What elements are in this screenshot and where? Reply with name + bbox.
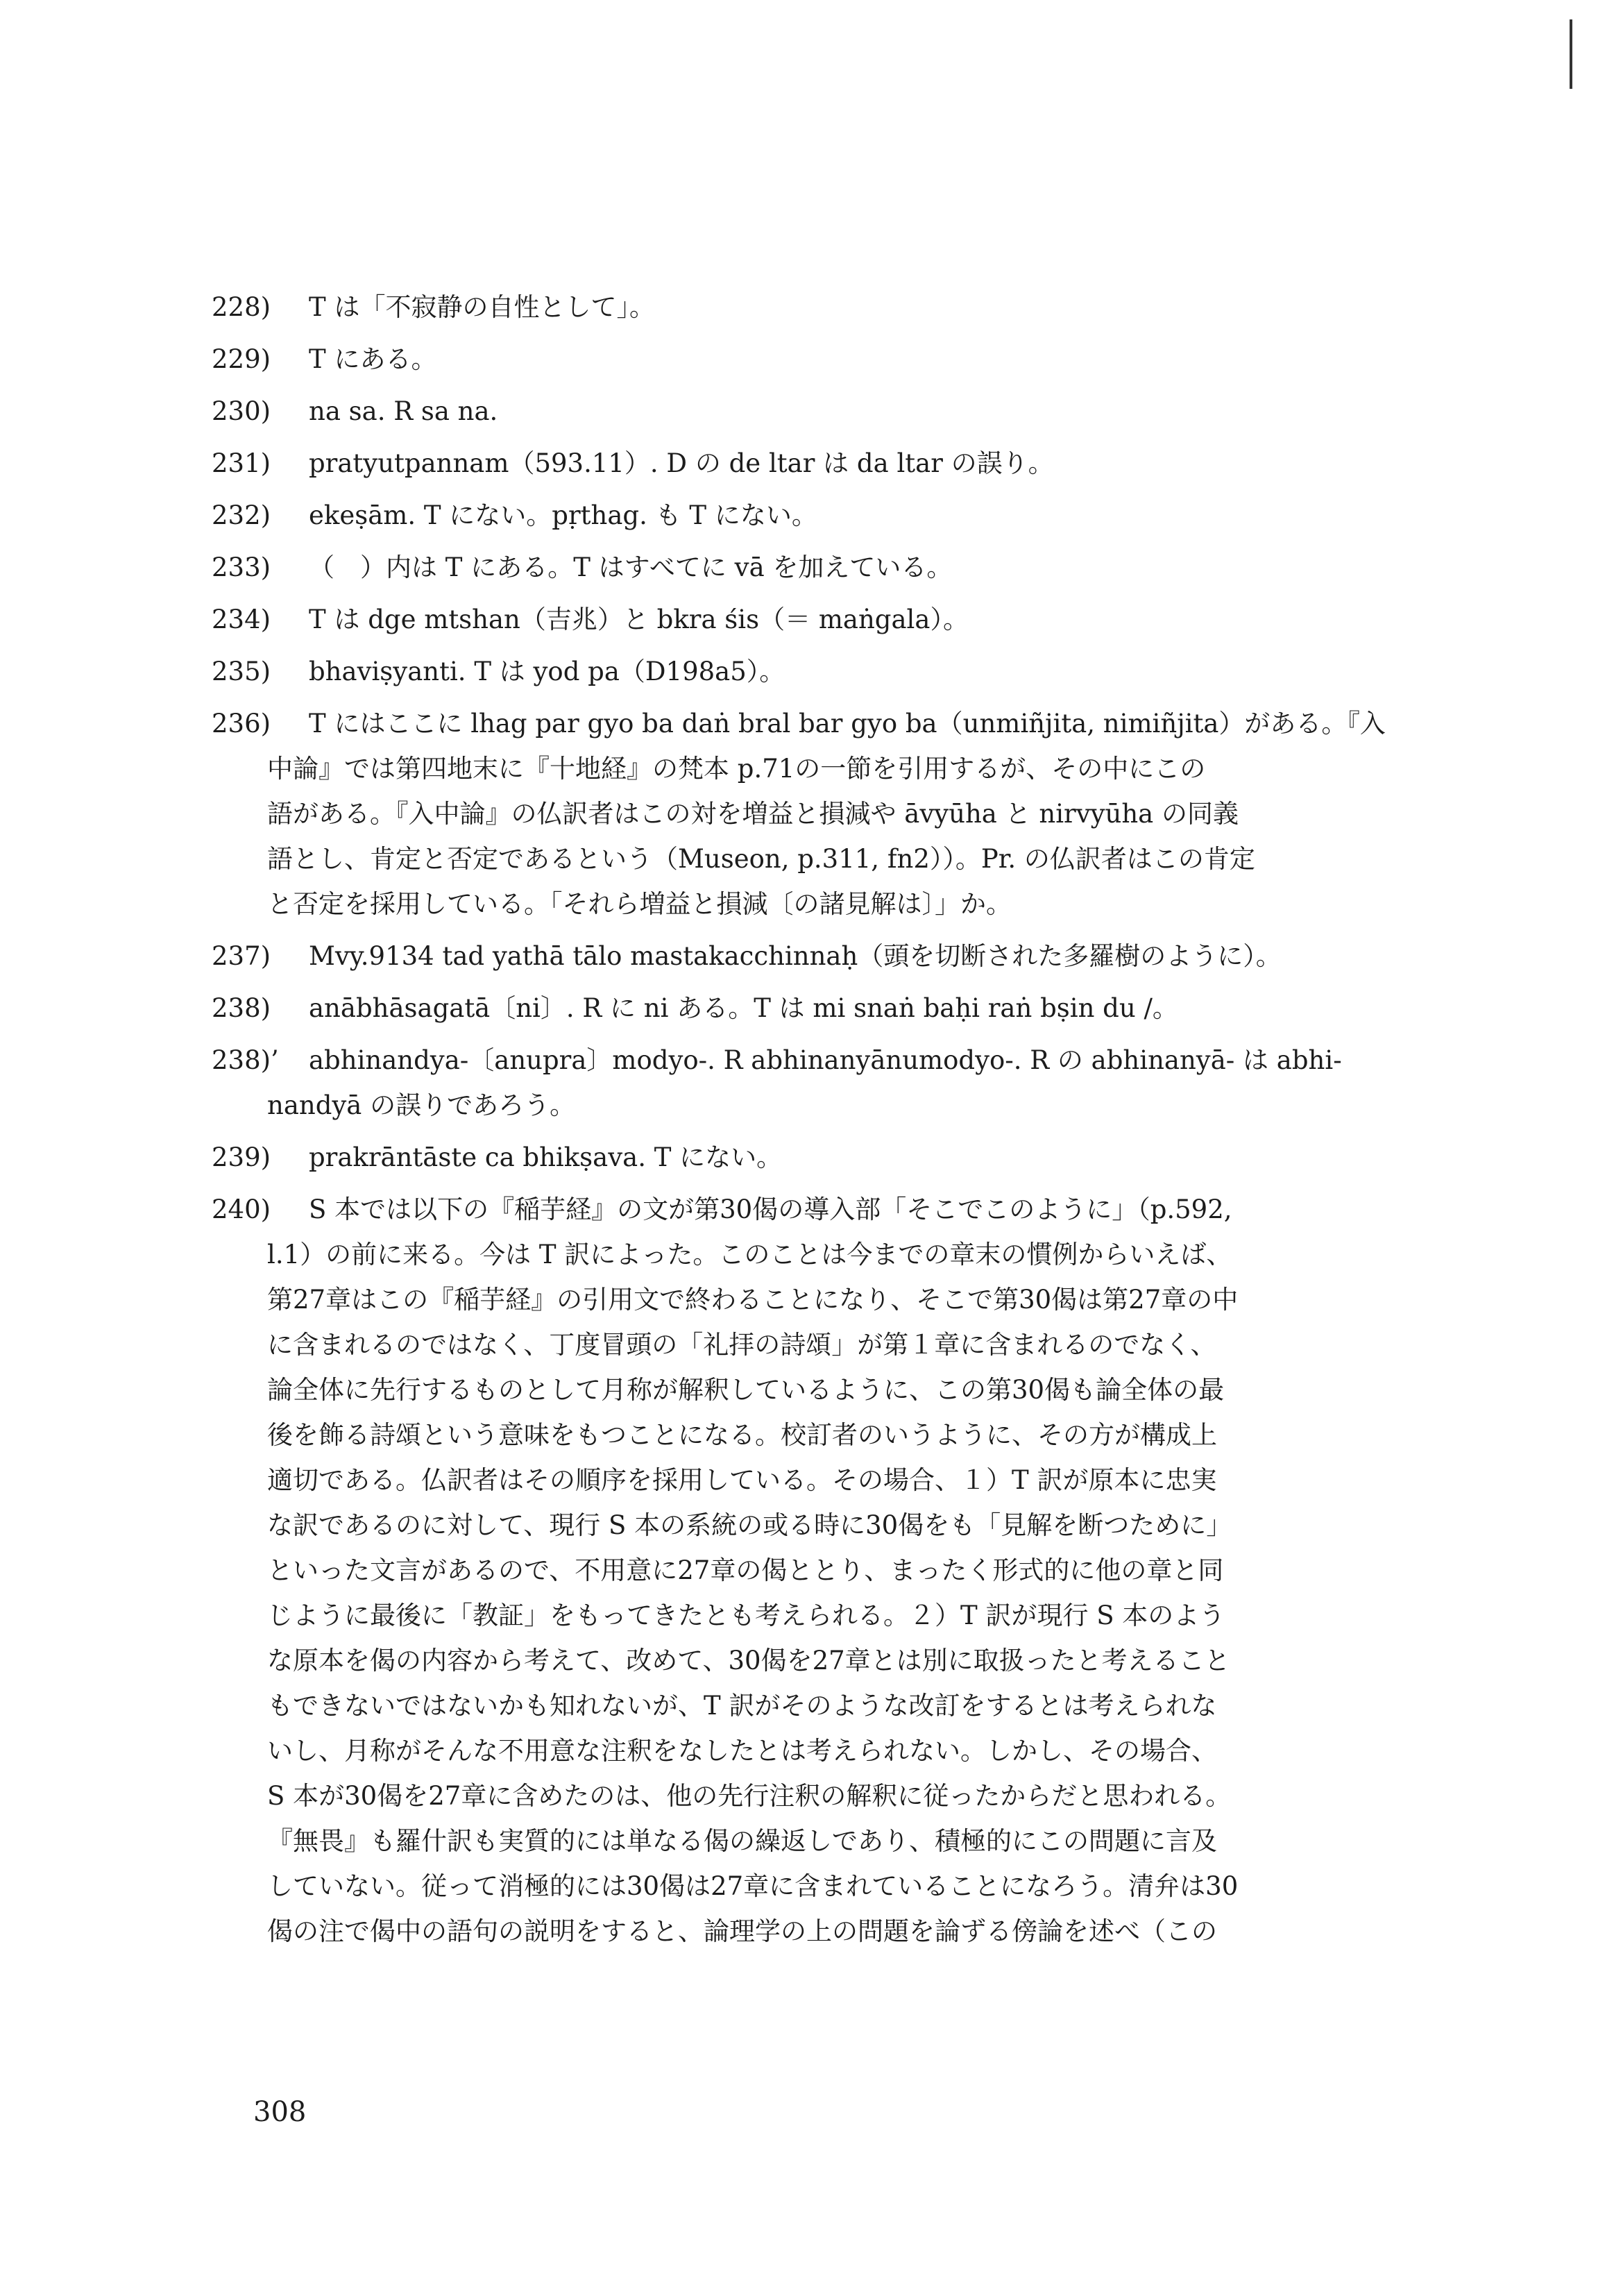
note-line: な原本を偈の内容から考えて、改めて、30偈を27章とは別に取扱ったと考えること	[267, 1646, 1230, 1675]
note-line: 論全体に先行するものとして月称が解釈しているように、この第30偈も論全体の最	[267, 1375, 1225, 1405]
note-228	[212, 285, 1419, 330]
note-line: T にはここに lhag par gyo ba daṅ bral bar gyo ba（unmiñjita, nimiñjita）がある。『入	[309, 709, 1386, 738]
page-number: 308	[253, 2096, 307, 2128]
note-line: と否定を採用している。「それら増益と損減〔の諸見解は〕」か。	[267, 889, 1012, 919]
note-number: 239)	[212, 1142, 271, 1172]
note-238-prime	[212, 1038, 1419, 1128]
note-line: l.1）の前に来る。今は T 訳によった。このことは今までの章末の慣例からいえば、	[267, 1240, 1232, 1269]
note-text	[267, 1187, 1419, 1954]
note-237	[212, 934, 1419, 979]
note-number: 233)	[212, 552, 271, 582]
note-number: 238)	[212, 993, 271, 1023]
note-line: に含まれるのではなく、丁度冒頭の「礼拝の詩頌」が第１章に含まれるのでなく、	[267, 1330, 1216, 1360]
note-number: 234)	[212, 605, 271, 634]
note-line: な訳であるのに対して、現行 S 本の系統の或る時に30偈をも「見解を断つために」	[267, 1510, 1232, 1540]
note-line: 中論』では第四地末に『十地経』の梵本 p.71の一節を引用するが、その中にこの	[267, 754, 1206, 784]
note-number: 229)	[212, 344, 271, 374]
note-text: na sa. R sa na.	[309, 396, 498, 426]
note-number: 236)	[212, 709, 271, 738]
note-number: 235)	[212, 657, 271, 686]
note-238	[212, 986, 1419, 1031]
note-239	[212, 1135, 1419, 1180]
note-line: 後を飾る詩頌という意味をもつことになる。校訂者のいうように、その方が構成上	[267, 1420, 1217, 1450]
note-number: 230)	[212, 396, 271, 426]
note-line: していない。従って消極的には30偈は27章に含まれていることになろう。清弁は30	[267, 1871, 1239, 1901]
note-number: 237)	[212, 941, 271, 971]
note-232	[212, 493, 1419, 538]
note-line: 偈の注で偈中の語句の説明をすると、論理学の上の問題を論ずる傍論を述べ（この	[267, 1916, 1217, 1946]
note-number: 232)	[212, 500, 271, 530]
note-231	[212, 441, 1419, 486]
note-number: 238)’	[212, 1045, 279, 1075]
note-text: anābhāsagatā〔ni〕. R に ni ある。T は mi snaṅ baḥi raṅ bṣin du /。	[309, 993, 1178, 1023]
note-230	[212, 389, 1419, 434]
scan-edge-mark	[1570, 19, 1572, 89]
note-line: 適切である。仏訳者はその順序を採用している。その場合、１）T 訳が原本に忠実	[267, 1465, 1217, 1495]
note-229	[212, 337, 1419, 382]
note-233	[212, 545, 1419, 590]
note-text: pratyutpannam（593.11）. D の de ltar は da ltar の誤り。	[309, 448, 1054, 478]
note-number: 240)	[212, 1195, 271, 1224]
note-line: abhinandya-〔anupra〕modyo-. R abhinanyānumodyo-. R の abhinanyā- は abhi-	[309, 1045, 1342, 1075]
endnotes-list	[212, 285, 1419, 1961]
note-text: T にある。	[309, 344, 437, 374]
note-line: 『無畏』も羅什訳も実質的には単なる偈の繰返しであり、積極的にこの問題に言及	[267, 1826, 1217, 1856]
note-line: S 本が30偈を27章に含めたのは、他の先行注釈の解釈に従ったからだと思われる。	[267, 1781, 1232, 1811]
note-text: prakrāntāste ca bhikṣava. T にない。	[309, 1142, 783, 1172]
note-text: bhaviṣyanti. T は yod pa（D198a5）。	[309, 657, 785, 686]
note-text	[267, 1038, 1419, 1128]
note-text	[267, 701, 1419, 927]
note-text: T は dge mtshan（吉兆）と bkra śis（＝ maṅgala）。	[309, 605, 969, 634]
note-text: T は「不寂静の自性として」。	[309, 292, 655, 322]
note-line: 語がある。『入中論』の仏訳者はこの対を増益と損減や āvyūha と nirvyūha の同義	[267, 799, 1239, 829]
note-text: ekeṣām. T にない。pṛthag. も T にない。	[309, 500, 817, 530]
note-240	[212, 1187, 1419, 1954]
note-line: 語とし、肯定と否定であるという（Museon, p.311, fn2））。Pr. の仏訳者はこの肯定	[267, 844, 1255, 874]
note-text: Mvy.9134 tad yathā tālo mastakacchinnaḥ（頭を切断された多羅樹のように）。	[309, 941, 1282, 971]
note-line: S 本では以下の『稲芋経』の文が第30偈の導入部「そこでこのように」（p.592,	[309, 1195, 1232, 1224]
note-number: 231)	[212, 448, 271, 478]
note-line: もできないではないかも知れないが、T 訳がそのような改訂をするとは考えられな	[267, 1691, 1217, 1721]
note-234	[212, 597, 1419, 642]
note-235	[212, 649, 1419, 694]
note-number: 228)	[212, 292, 271, 322]
note-236	[212, 701, 1419, 927]
note-line: 第27章はこの『稲芋経』の引用文で終わることになり、そこで第30偈は第27章の中	[267, 1285, 1239, 1315]
note-line: じように最後に「教証」をもってきたとも考えられる。２）T 訳が現行 S 本のよう	[267, 1601, 1225, 1630]
note-line: nandyā の誤りであろう。	[267, 1090, 576, 1120]
note-line: といった文言があるので、不用意に27章の偈ととり、まったく形式的に他の章と同	[267, 1555, 1224, 1585]
note-line: いし、月称がそんな不用意な注釈をなしたとは考えられない。しかし、その場合、	[267, 1736, 1217, 1766]
note-text: （ ）内は T にある。T はすべてに vā を加えている。	[309, 552, 953, 582]
